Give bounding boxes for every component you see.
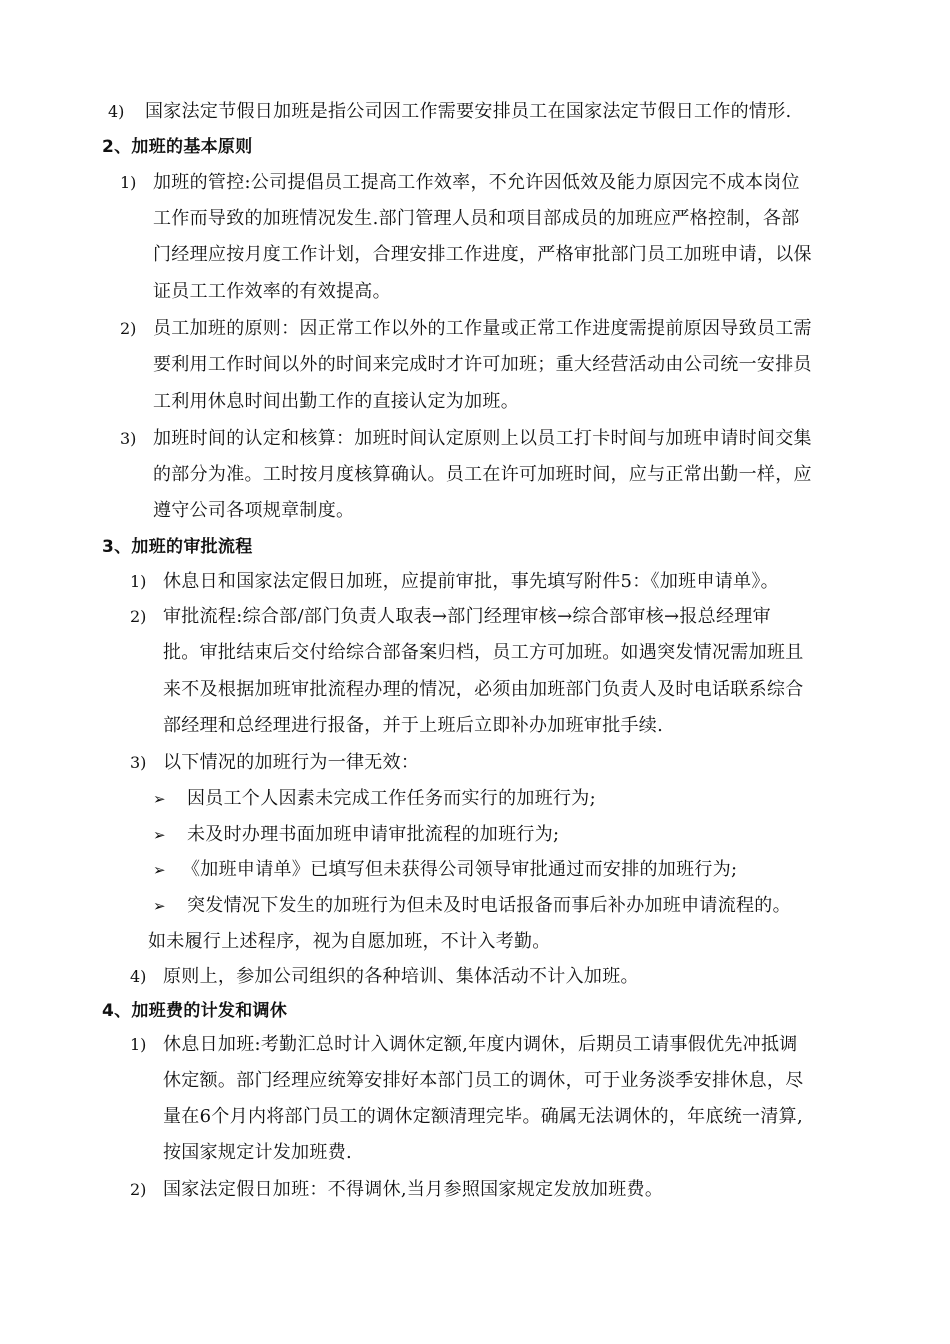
item-number: 4) [130, 967, 147, 986]
bullet-item: 未及时办理书面加班申请审批流程的加班行为; [187, 824, 560, 845]
bullet-item: 突发情况下发生的加班行为但未及时电话报备而事后补办加班申请流程的。 [187, 895, 791, 916]
paragraph-line: 休息日和国家法定假日加班，应提前审批，事先填写附件5：《加班申请单》。 [163, 571, 779, 592]
paragraph-line: 工作而导致的加班情况发生.部门管理人员和项目部成员的加班应严格控制，各部 [153, 208, 800, 229]
bullet-item: 因员工个人因素未完成工作任务而实行的加班行为; [187, 788, 596, 809]
note-text: 如未履行上述程序，视为自愿加班，不计入考勤。 [148, 931, 551, 952]
paragraph-line: 证员工工作效率的有效提高。 [153, 281, 391, 302]
paragraph-line: 加班的管控:公司提倡员工提高工作效率，不允许因低效及能力原因完不成本岗位 [153, 172, 800, 193]
item-number: 1) [130, 572, 147, 591]
item-number: 2) [130, 1180, 147, 1199]
paragraph-line: 来不及根据加班审批流程办理的情况，必须由加班部门负责人及时电话联系综合 [163, 679, 804, 700]
paragraph-line: 要利用工作时间以外的时间来完成时才许可加班；重大经营活动由公司统一安排员 [153, 354, 812, 375]
item-number: 1) [120, 173, 137, 192]
paragraph-line: 工利用休息时间出勤工作的直接认定为加班。 [153, 391, 519, 412]
item-number: 3) [120, 429, 137, 448]
arrow-bullet-icon: ➢ [153, 790, 166, 808]
item-number: 4) [108, 102, 125, 121]
paragraph-line: 量在6个月内将部门员工的调休定额清理完毕。确属无法调休的，年底统一清算, [163, 1106, 803, 1127]
paragraph-line: 遵守公司各项规章制度。 [153, 500, 355, 521]
paragraph-line: 按国家规定计发加班费. [163, 1142, 353, 1163]
paragraph-line: 员工加班的原则：因正常工作以外的工作量或正常工作进度需提前原因导致员工需 [153, 318, 812, 339]
item-number: 3) [130, 753, 147, 772]
bullet-item: 《加班申请单》已填写但未获得公司领导审批通过而安排的加班行为; [182, 859, 738, 880]
section-heading: 3、加班的审批流程 [102, 537, 253, 557]
paragraph-line: 原则上，参加公司组织的各种培训、集体活动不计入加班。 [163, 966, 639, 987]
arrow-bullet-icon: ➢ [153, 861, 166, 879]
paragraph-line: 部经理和总经理进行报备，并于上班后立即补办加班审批手续. [163, 715, 664, 736]
item-number: 2) [130, 607, 147, 626]
item-number: 1) [130, 1035, 147, 1054]
paragraph-line: 休息日加班:考勤汇总时计入调休定额,年度内调休，后期员工请事假优先冲抵调 [163, 1034, 798, 1055]
arrow-bullet-icon: ➢ [153, 826, 166, 844]
paragraph-line: 门经理应按月度工作计划，合理安排工作进度，严格审批部门员工加班申请，以保 [153, 244, 812, 265]
paragraph-line: 休定额。部门经理应统筹安排好本部门员工的调休，可于业务淡季安排休息，尽 [163, 1070, 804, 1091]
item-number: 2) [120, 319, 137, 338]
paragraph-line: 国家法定假日加班：不得调休,当月参照国家规定发放加班费。 [163, 1179, 664, 1200]
paragraph-line: 批。审批结束后交付给综合部备案归档，员工方可加班。如遇突发情况需加班且 [163, 642, 804, 663]
paragraph-line: 以下情况的加班行为一律无效： [163, 752, 420, 773]
arrow-bullet-icon: ➢ [153, 897, 166, 915]
section-heading: 2、加班的基本原则 [102, 137, 253, 157]
paragraph-line: 加班时间的认定和核算：加班时间认定原则上以员工打卡时间与加班申请时间交集 [153, 428, 812, 449]
paragraph-line: 审批流程:综合部/部门负责人取表→部门经理审核→综合部审核→报总经理审 [163, 606, 771, 627]
paragraph-line: 国家法定节假日加班是指公司因工作需要安排员工在国家法定节假日工作的情形. [145, 101, 792, 122]
section-heading: 4、加班费的计发和调休 [102, 1001, 288, 1021]
paragraph-line: 的部分为准。工时按月度核算确认。员工在许可加班时间，应与正常出勤一样，应 [153, 464, 812, 485]
